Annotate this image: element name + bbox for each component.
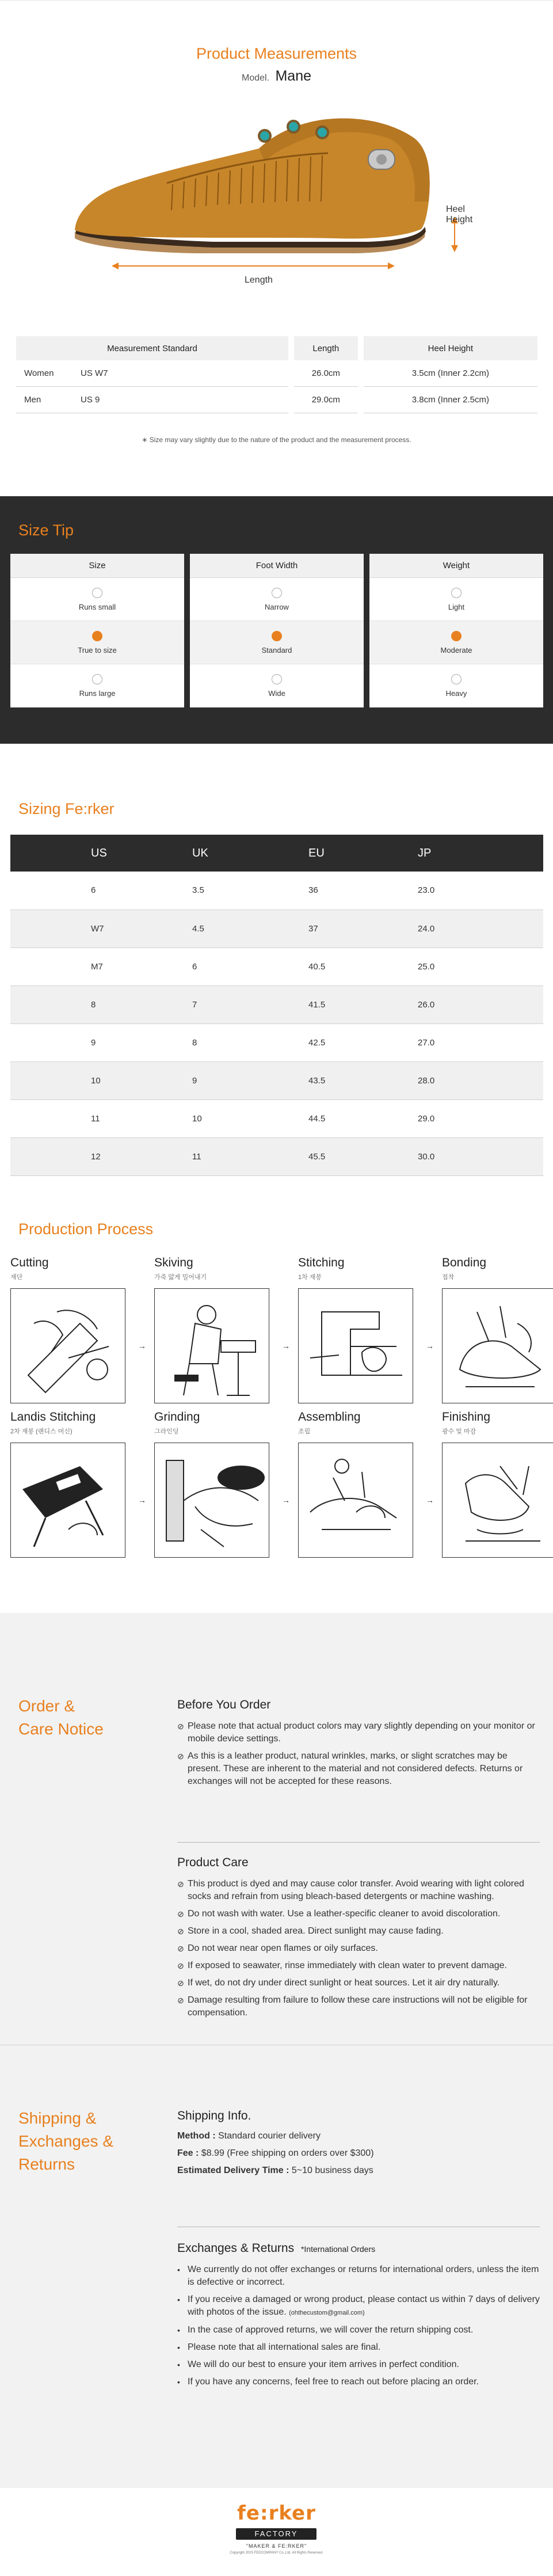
heel-height-label: Heel Height: [446, 204, 473, 225]
list-item-text: This product is dyed and may cause color transfer. Avoid wearing with light colored socks and refrain from using bleach-based detergents or machine washing.: [188, 1879, 524, 1901]
list-item-text: Do not wash with water. Use a leather-specific cleaner to avoid discoloration.: [188, 1909, 501, 1919]
bullet-icon: ⊘: [177, 1722, 184, 1731]
radio-empty-icon: [451, 588, 462, 598]
sizing-cell: 45.5: [308, 1137, 418, 1175]
bullet-icon: •: [177, 2360, 180, 2369]
process-step-name: Stitching: [298, 1256, 345, 1269]
sizing-cell: 36: [308, 872, 418, 910]
brand-logo: fe:rker: [237, 2502, 316, 2525]
product-care-block: [177, 1856, 540, 2024]
fee-label: Fee :: [177, 2148, 199, 2158]
arrow-right-icon: →: [138, 1341, 146, 1350]
process-step-illustration: [298, 1288, 413, 1403]
bullet-icon: ⊘: [177, 1944, 184, 1953]
process-step-illustration: [10, 1288, 125, 1403]
sizing-header: JP: [418, 835, 543, 872]
list-item-text: Please note that all international sales are final.: [188, 2342, 381, 2352]
sizing-cell: 30.0: [418, 1137, 543, 1175]
measurements-section: [0, 0, 553, 449]
top-divider: [0, 0, 553, 1]
exchanges-title: Exchanges & Returns: [177, 2242, 295, 2255]
shipping-info-block: [177, 2109, 540, 2183]
list-item-text: If you receive a damaged or wrong product, please contact us within 7 days of delivery with photos of the issue.: [188, 2295, 540, 2317]
delivery-value: 5~10 business days: [291, 2166, 373, 2175]
sizing-cell: 6: [192, 948, 308, 985]
length-cell: 29.0cm: [294, 387, 358, 413]
size-tip-option-label: Runs large: [79, 689, 116, 698]
order-care-title-line: Care Notice: [18, 1720, 104, 1738]
sizing-title: Sizing Fe:rker: [18, 800, 115, 817]
bullet-icon: •: [177, 2343, 180, 2352]
bullet-icon: ⊘: [177, 1961, 184, 1970]
process-step-subtitle: 광수 및 마감: [442, 1428, 476, 1435]
production-process-section: [0, 1198, 553, 1613]
arrow-right-icon: →: [426, 1496, 434, 1505]
delivery-label: Estimated Delivery Time :: [177, 2166, 289, 2175]
list-item-text: As this is a leather product, natural wrinkles, marks, or slight scratches may be present. These are inherent to the material and not considered defects. Returns or exchanges will not be accepted for these reasons.: [188, 1751, 523, 1786]
sizing-table: [10, 835, 543, 1176]
order-care-title: [18, 1695, 104, 1741]
process-step: [442, 1410, 553, 1436]
before-order-list: [177, 1720, 540, 1788]
size-tip-option: [369, 621, 543, 664]
size-tip-columns: [10, 554, 543, 707]
process-step-name: Finishing: [442, 1410, 491, 1424]
heel-cell: 3.8cm (Inner 2.5cm): [364, 387, 537, 413]
method-label: Method :: [177, 2131, 216, 2141]
sizing-cell: 23.0: [418, 872, 543, 910]
sizing-cell: 25.0: [418, 948, 543, 985]
radio-empty-icon: [92, 588, 102, 598]
process-step: [298, 1410, 413, 1436]
list-item: [177, 1994, 540, 2019]
list-item-text: We will do our best to ensure your item arrives in perfect condition.: [188, 2360, 459, 2369]
sizing-cell: 11: [192, 1137, 308, 1175]
radio-empty-icon: [92, 674, 102, 684]
radio-selected-icon: [92, 631, 102, 641]
group-label: Men: [24, 395, 41, 405]
measurements-header: Measurement Standard: [16, 336, 288, 360]
shipping-title-line: Shipping &: [18, 2109, 97, 2127]
model-name: Mane: [275, 68, 312, 84]
size-label: US W7: [81, 368, 108, 378]
process-step-subtitle: 1차 재봉: [298, 1274, 322, 1281]
measurements-table: [10, 336, 543, 413]
list-item: [177, 2376, 540, 2388]
table-row: [10, 1099, 543, 1137]
list-item: [177, 1908, 540, 1920]
list-item: [177, 1925, 540, 1938]
method-value: Standard courier delivery: [218, 2131, 321, 2141]
list-item-text: We currently do not offer exchanges or returns for international orders, unless the item is defective or incorrect.: [188, 2265, 539, 2287]
sizing-header: UK: [192, 835, 308, 872]
exchanges-list: [177, 2263, 540, 2388]
arrow-right-icon: →: [138, 1496, 146, 1505]
exchanges-subtitle: *International Orders: [300, 2244, 376, 2254]
sizing-cell: 10: [10, 1061, 192, 1099]
sizing-cell: 28.0: [418, 1061, 543, 1099]
process-step-name: Grinding: [154, 1410, 200, 1424]
size-tip-option-label: Light: [448, 602, 465, 611]
table-row: [16, 360, 537, 387]
list-item: [177, 1942, 540, 1955]
shipping-title: [18, 2107, 113, 2176]
before-order-title: Before You Order: [177, 1698, 271, 1711]
measurements-title: Product Measurements: [196, 45, 357, 62]
sizing-cell: 42.5: [308, 1023, 418, 1061]
sizing-cell: 4.5: [192, 910, 308, 948]
table-row: [16, 387, 537, 413]
size-tip-option: [10, 621, 184, 664]
shoe-image: [69, 86, 472, 294]
process-step-illustration: [298, 1443, 413, 1558]
list-item: [177, 2341, 540, 2354]
process-step-illustration: [10, 1443, 125, 1558]
sizing-cell: 26.0: [418, 985, 543, 1023]
table-row: [10, 910, 543, 948]
sizing-cell: 41.5: [308, 985, 418, 1023]
sizing-header: EU: [308, 835, 418, 872]
measurements-header: Length: [294, 336, 358, 360]
sizing-cell: 9: [10, 1023, 192, 1061]
bullet-icon: ⊘: [177, 1996, 184, 2005]
process-step-subtitle: 2차 재봉 (랜디스 머신): [10, 1428, 73, 1435]
size-tip-option: [190, 578, 364, 621]
size-tip-option: [190, 621, 364, 664]
size-tip-option-label: Moderate: [440, 645, 472, 655]
bullet-icon: •: [177, 2295, 180, 2304]
bullet-icon: ⊘: [177, 1879, 184, 1889]
table-row: [10, 985, 543, 1023]
sizing-section: [0, 744, 553, 1198]
sizing-cell: 27.0: [418, 1023, 543, 1061]
list-item-text: Damage resulting from failure to follow these care instructions will not be eligible for compensation.: [188, 1995, 528, 2018]
sizing-cell: 40.5: [308, 948, 418, 985]
list-item: [177, 2358, 540, 2371]
process-step-illustration: [154, 1443, 269, 1558]
table-row: [10, 948, 543, 985]
footer: [0, 2488, 553, 2576]
size-tip-option-label: Runs small: [78, 602, 116, 611]
divider: [177, 1842, 540, 1843]
list-item: [177, 2324, 540, 2337]
sizing-cell: 37: [308, 910, 418, 948]
size-tip-column: [369, 554, 543, 707]
table-row: [10, 872, 543, 910]
process-step-name: Assembling: [298, 1410, 361, 1424]
process-step-name: Cutting: [10, 1256, 49, 1269]
radio-selected-icon: [451, 631, 462, 641]
shipping-delivery: [177, 2166, 540, 2176]
factory-badge: FACTORY: [236, 2528, 316, 2540]
arrow-right-icon: →: [282, 1496, 290, 1505]
list-item: [177, 2293, 540, 2319]
size-tip-column: [190, 554, 364, 707]
sizing-cell: 43.5: [308, 1061, 418, 1099]
size-tip-option: [190, 664, 364, 707]
model-line: [0, 68, 553, 85]
length-cell: 26.0cm: [294, 360, 358, 387]
list-item: [177, 2263, 540, 2289]
order-care-title-line: Order &: [18, 1697, 75, 1715]
shoe-illustration: [69, 86, 472, 294]
sizing-cell: W7: [10, 910, 192, 948]
exchanges-title-row: [177, 2242, 540, 2255]
list-item: [177, 1720, 540, 1745]
bullet-icon: ⊘: [177, 1752, 184, 1761]
sizing-header: US: [10, 835, 192, 872]
size-tip-option-label: Heavy: [445, 689, 467, 698]
size-tip-header: Foot Width: [190, 554, 364, 578]
measurement-standard-cell: [16, 360, 288, 387]
care-section: [0, 1613, 553, 2488]
process-step: [298, 1256, 413, 1281]
size-tip-option: [369, 664, 543, 707]
sizing-cell: 24.0: [418, 910, 543, 948]
radio-selected-icon: [272, 631, 282, 641]
size-tip-header: Size: [10, 554, 184, 578]
process-step: [154, 1410, 269, 1436]
process-step-name: Skiving: [154, 1256, 193, 1269]
heel-cell: 3.5cm (Inner 2.2cm): [364, 360, 537, 387]
process-step-name: Bonding: [442, 1256, 487, 1269]
size-tip-title: Size Tip: [18, 522, 74, 539]
process-step-illustration: [154, 1288, 269, 1403]
process-step-subtitle: 재단: [10, 1274, 23, 1281]
sizing-cell: 12: [10, 1137, 192, 1175]
bullet-icon: •: [177, 2265, 180, 2274]
shipping-method: [177, 2131, 540, 2141]
process-step-name: Landis Stitching: [10, 1410, 96, 1424]
sizing-cell: 10: [192, 1099, 308, 1137]
sizing-cell: 9: [192, 1061, 308, 1099]
length-label: Length: [245, 275, 273, 285]
measurement-standard-cell: [16, 387, 288, 413]
shipping-info-title: Shipping Info.: [177, 2109, 251, 2122]
list-item-text: Store in a cool, shaded area. Direct sunlight may cause fading.: [188, 1926, 444, 1936]
size-tip-option: [369, 578, 543, 621]
sizing-cell: 7: [192, 985, 308, 1023]
list-item-text: If exposed to seawater, rinse immediately with clean water to prevent damage.: [188, 1961, 507, 1970]
size-tip-option-label: Wide: [268, 689, 285, 698]
exchanges-block: [177, 2242, 540, 2393]
shipping-title-line: Exchanges &: [18, 2132, 113, 2150]
radio-empty-icon: [272, 588, 282, 598]
process-step-subtitle: 가죽 얇게 밀어내기: [154, 1274, 207, 1281]
size-label: US 9: [81, 395, 100, 405]
list-item-text: Please note that actual product colors may vary slightly depending on your monitor or mobile device settings.: [188, 1721, 535, 1744]
bullet-icon: •: [177, 2326, 180, 2335]
process-step-subtitle: 그라인딩: [154, 1428, 179, 1435]
before-order-block: [177, 1698, 540, 1793]
process-step: [442, 1256, 553, 1281]
fee-value: $8.99 (Free shipping on orders over $300): [201, 2148, 374, 2158]
group-label: Women: [24, 368, 54, 378]
size-tip-option-label: Narrow: [265, 602, 289, 611]
sizing-cell: 8: [192, 1023, 308, 1061]
measurements-header: Heel Height: [364, 336, 537, 360]
shipping-fee: [177, 2148, 540, 2159]
sizing-cell: 11: [10, 1099, 192, 1137]
model-label: Model.: [241, 73, 270, 83]
process-step: [10, 1256, 125, 1281]
contact-email: (ohthecustom@gmail.com): [289, 2309, 365, 2316]
sizing-cell: 29.0: [418, 1099, 543, 1137]
arrow-right-icon: →: [426, 1341, 434, 1350]
arrow-right-icon: →: [282, 1341, 290, 1350]
list-item: [177, 1878, 540, 1903]
table-row: [10, 1023, 543, 1061]
list-item: [177, 1959, 540, 1972]
size-tip-section: [0, 496, 553, 744]
bullet-icon: ⊘: [177, 1978, 184, 1988]
process-step: [154, 1256, 269, 1281]
shipping-title-line: Returns: [18, 2155, 75, 2173]
sizing-cell: 6: [10, 872, 192, 910]
bullet-icon: •: [177, 2377, 180, 2387]
size-tip-column: [10, 554, 184, 707]
product-care-title: Product Care: [177, 1856, 249, 1869]
sizing-cell: 3.5: [192, 872, 308, 910]
size-tip-option: [10, 664, 184, 707]
size-tip-option-label: True to size: [78, 645, 117, 655]
table-row: [10, 1061, 543, 1099]
process-step-subtitle: 접착: [442, 1274, 455, 1281]
list-item-text: In the case of approved returns, we will cover the return shipping cost.: [188, 2325, 474, 2335]
sizing-cell: 44.5: [308, 1099, 418, 1137]
product-care-list: [177, 1878, 540, 2019]
list-item: [177, 1750, 540, 1788]
process-title: Production Process: [18, 1220, 154, 1238]
table-row: [10, 1137, 543, 1175]
size-tip-header: Weight: [369, 554, 543, 578]
process-step: [10, 1410, 125, 1436]
bullet-icon: ⊘: [177, 1909, 184, 1919]
process-step-illustration: [442, 1288, 553, 1403]
sizing-cell: 8: [10, 985, 192, 1023]
measurement-note: ∗ Size may vary slightly due to the nature of the product and the measurement process.: [142, 436, 411, 444]
list-item-text: If you have any concerns, feel free to reach out before placing an order.: [188, 2377, 479, 2387]
footer-copyright: Copyright 2025 FEDCOMPANY Co.,Ltd. All Rights Reserved.: [230, 2551, 323, 2555]
size-tip-option: [10, 578, 184, 621]
list-item-text: Do not wear near open flames or oily surfaces.: [188, 1943, 378, 1953]
size-tip-option-label: Standard: [261, 645, 292, 655]
radio-empty-icon: [272, 674, 282, 684]
sizing-cell: M7: [10, 948, 192, 985]
footer-tagline: "MAKER & FE:RKER": [246, 2543, 307, 2549]
radio-empty-icon: [451, 674, 462, 684]
bullet-icon: ⊘: [177, 1927, 184, 1936]
list-item-text: If wet, do not dry under direct sunlight or heat sources. Let it air dry naturally.: [188, 1978, 500, 1988]
process-step-illustration: [442, 1443, 553, 1558]
process-step-subtitle: 조립: [298, 1428, 311, 1435]
list-item: [177, 1977, 540, 1989]
